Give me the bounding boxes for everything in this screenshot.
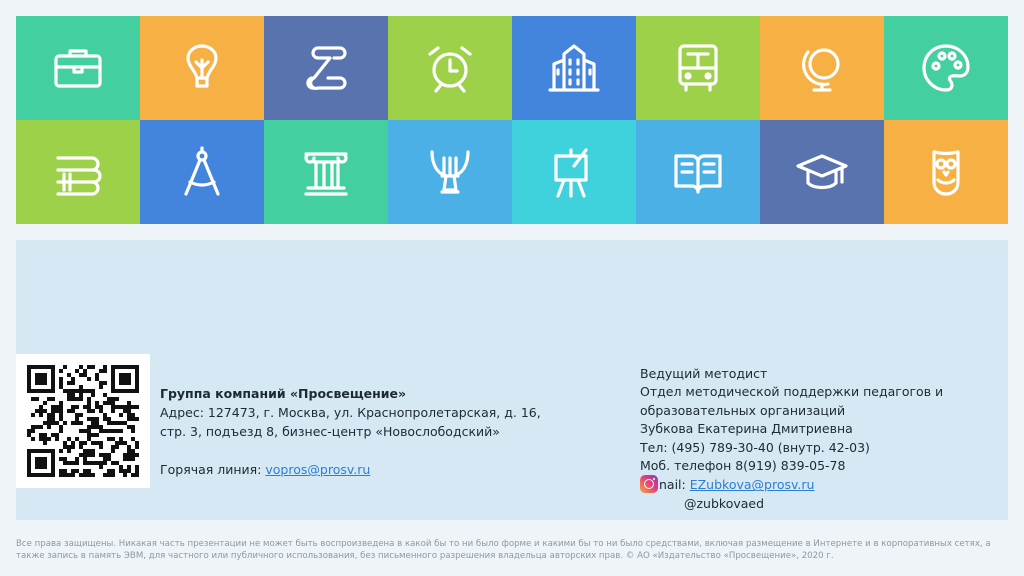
tile-books (16, 120, 140, 224)
qr-code-image (27, 365, 139, 477)
contact-mobile: Моб. телефон 8(919) 839-05-78 (640, 458, 846, 474)
open-book-icon (670, 144, 726, 200)
qr-code[interactable] (16, 354, 150, 488)
alarm-clock-icon (422, 40, 478, 96)
tile-easel (512, 120, 636, 224)
tile-briefcase (16, 16, 140, 120)
hotline (160, 460, 541, 479)
company-name: Группа компаний «Просвещение» (160, 386, 407, 401)
palette-icon (918, 40, 974, 96)
contact-department-line1: Отдел методической поддержки педагогов и (640, 384, 944, 400)
contact-email-link[interactable]: EZubkova@prosv.ru (689, 477, 815, 493)
tile-globe (760, 16, 884, 120)
instagram-handle: @zubkovaed (684, 495, 765, 511)
contact-email-label: nail: (659, 477, 690, 493)
contact-phone: Тел: (495) 789-30-40 (внутр. 42-03) (640, 439, 870, 455)
tile-alarm-clock (388, 16, 512, 120)
tile-owl (884, 120, 1008, 224)
contact-department-line2: образовательных организаций (640, 402, 846, 418)
hotline-label: Горячая линия: (160, 462, 266, 477)
building-icon (546, 40, 602, 96)
copyright-footer: Все права защищены. Никакая часть презентации не может быть воспроизведена в какой бы то ни было форме и какими бы то ни было средствами, включая размещение в Интернете и в корпоративных сетях, а также запись в память ЭВМ, для частного или публичного использования, без письменного разрешения владельца авторских прав. © АО «Издательство «Просвещение», 2020 г. (16, 539, 991, 561)
easel-icon (546, 144, 602, 200)
owl-icon (918, 144, 974, 200)
scroll-icon (298, 40, 354, 96)
briefcase-icon (50, 40, 106, 96)
company-address-line1: Адрес: 127473, г. Москва, ул. Краснопролетарская, д. 16, (160, 405, 541, 420)
tile-bus (636, 16, 760, 120)
contact-person-info (640, 365, 943, 513)
contact-name: Зубкова Екатерина Дмитриевна (640, 421, 853, 437)
books-icon (50, 144, 106, 200)
instagram-icon[interactable] (640, 475, 658, 493)
tile-column (264, 120, 388, 224)
compass-icon (174, 144, 230, 200)
tile-graduation-cap (760, 120, 884, 224)
tile-open-book (636, 120, 760, 224)
contact-position: Ведущий методист (640, 366, 768, 381)
globe-icon (794, 40, 850, 96)
company-info (160, 384, 541, 479)
lyre-icon (422, 144, 478, 200)
tile-compass (140, 120, 264, 224)
column-icon (298, 144, 354, 200)
tile-palette (884, 16, 1008, 120)
contact-email-row (640, 475, 943, 494)
bus-icon (670, 40, 726, 96)
tile-building (512, 16, 636, 120)
tile-scroll (264, 16, 388, 120)
graduation-cap-icon (794, 144, 850, 200)
subject-icon-grid (16, 16, 1008, 224)
tile-lightbulb (140, 16, 264, 120)
hotline-email-link[interactable]: vopros@prosv.ru (265, 462, 371, 477)
tile-lyre (388, 120, 512, 224)
lightbulb-icon (174, 40, 230, 96)
company-address-line2: стр. 3, подъезд 8, бизнес-центр «Новослободский» (160, 424, 500, 439)
